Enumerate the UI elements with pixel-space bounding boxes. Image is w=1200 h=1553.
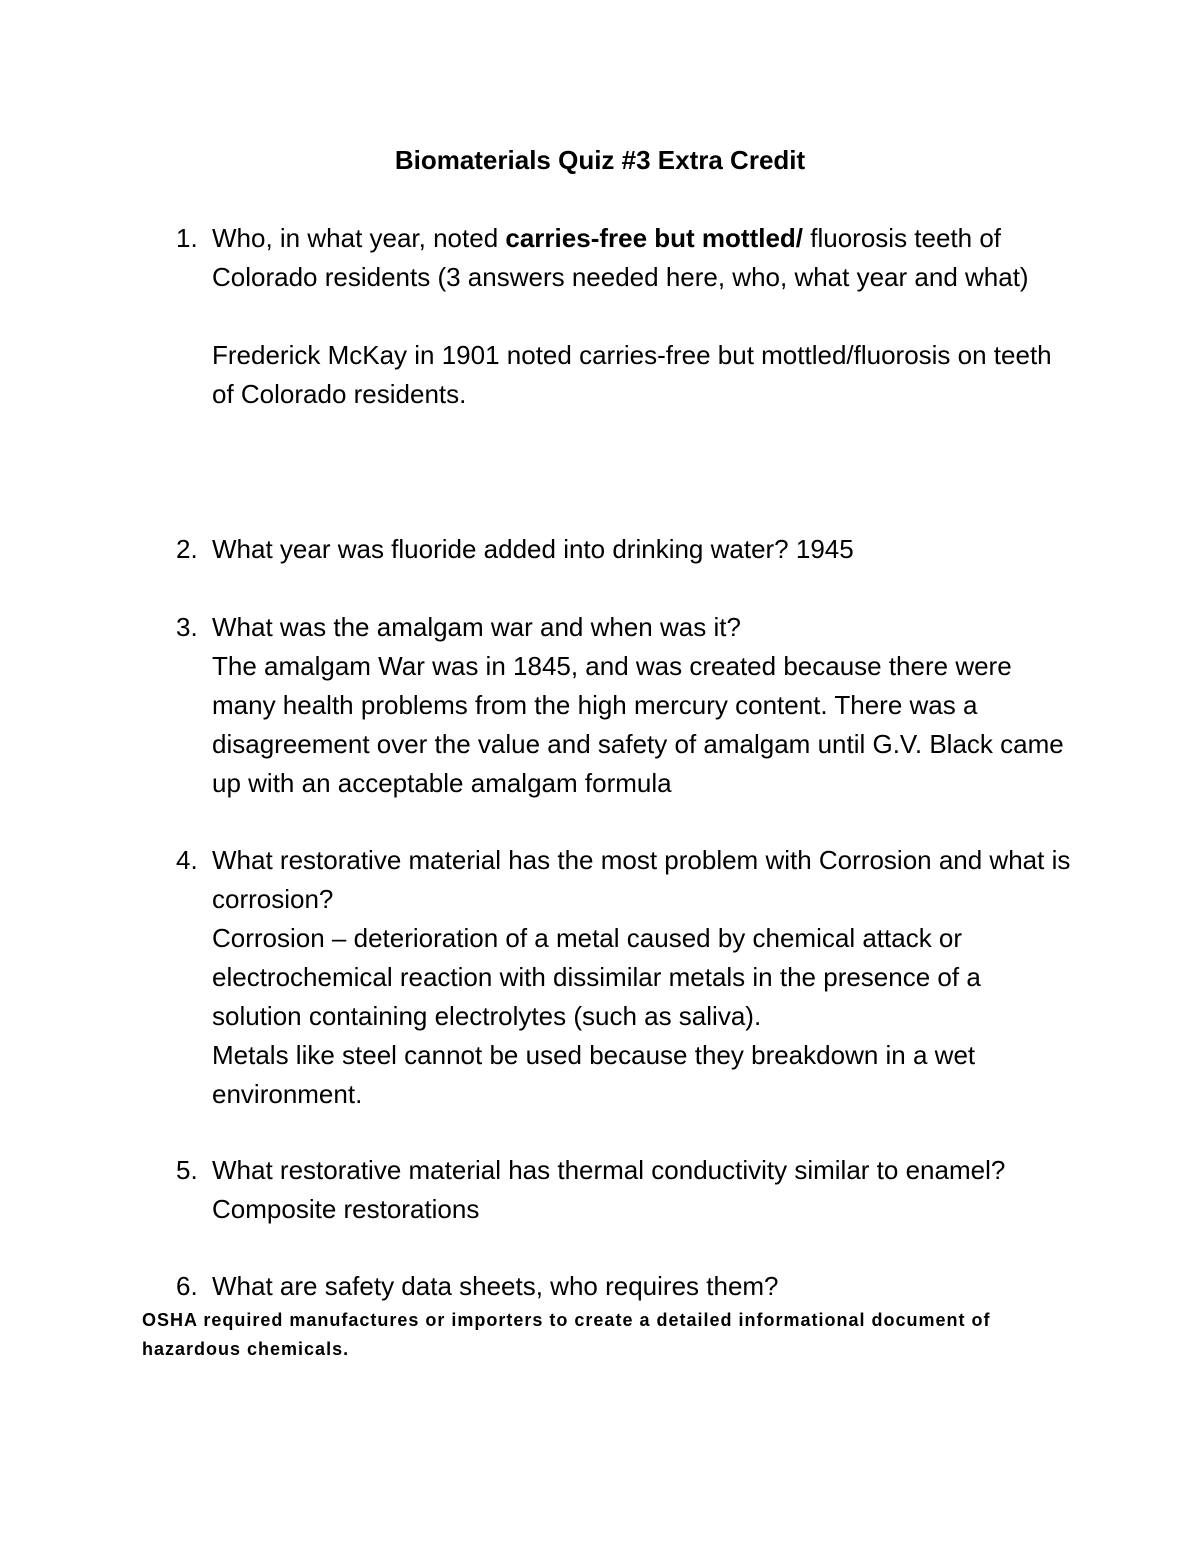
question-text: What year was fluoride added into drinking water? 1945 (212, 534, 854, 564)
question-bold-text: carries-free but mottled/ (505, 223, 804, 253)
question-1 (176, 219, 1076, 414)
question-5 (176, 1151, 1076, 1229)
answer-text: Corrosion – deterioration of a metal caused by chemical attack or electrochemical reaction with dissimilar metals in the presence of a solution containing electrolytes (such as saliva). (212, 923, 981, 1031)
question-number: 3. (176, 612, 198, 642)
answer-text-osha: OSHA required manufactures or importers to create a detailed informational document of hazardous chemicals. (142, 1310, 991, 1359)
question-2 (176, 530, 1076, 569)
document-title: Biomaterials Quiz #3 Extra Credit (394, 145, 806, 175)
question-6 (176, 1267, 1076, 1306)
answer-text-continued: Metals like steel cannot be used because they breakdown in a wet environment. (212, 1040, 976, 1109)
question-text: What restorative material has the most problem with Corrosion and what is corrosion? (212, 845, 1071, 914)
question-number: 1. (176, 223, 198, 253)
question-text (212, 219, 1076, 297)
question-3 (176, 608, 1076, 803)
question-text-part: fluorosis teeth of Colorado residents (3 answers needed here, who, what year and what) (212, 223, 1029, 292)
question-text-part: Who, in what year, noted (212, 223, 506, 253)
question-text: What was the amalgam war and when was it? (212, 612, 741, 642)
question-4 (176, 841, 1076, 1114)
answer-text: The amalgam War was in 1845, and was created because there were many health problems from the high mercury content. There was a disagreement over the value and safety of amalgam until G.V. Black came up with an acceptable amalgam formula (212, 651, 1064, 798)
question-number: 4. (176, 845, 198, 875)
answer-text: Frederick McKay in 1901 noted carries-free but mottled/fluorosis on teeth of Colorado residents. (212, 340, 1052, 409)
question-number: 6. (176, 1271, 198, 1301)
question-number: 2. (176, 534, 198, 564)
question-text: What restorative material has thermal conductivity similar to enamel? Composite restorations (212, 1155, 1006, 1224)
question-number: 5. (176, 1155, 198, 1185)
question-text: What are safety data sheets, who requires them? (212, 1271, 779, 1301)
